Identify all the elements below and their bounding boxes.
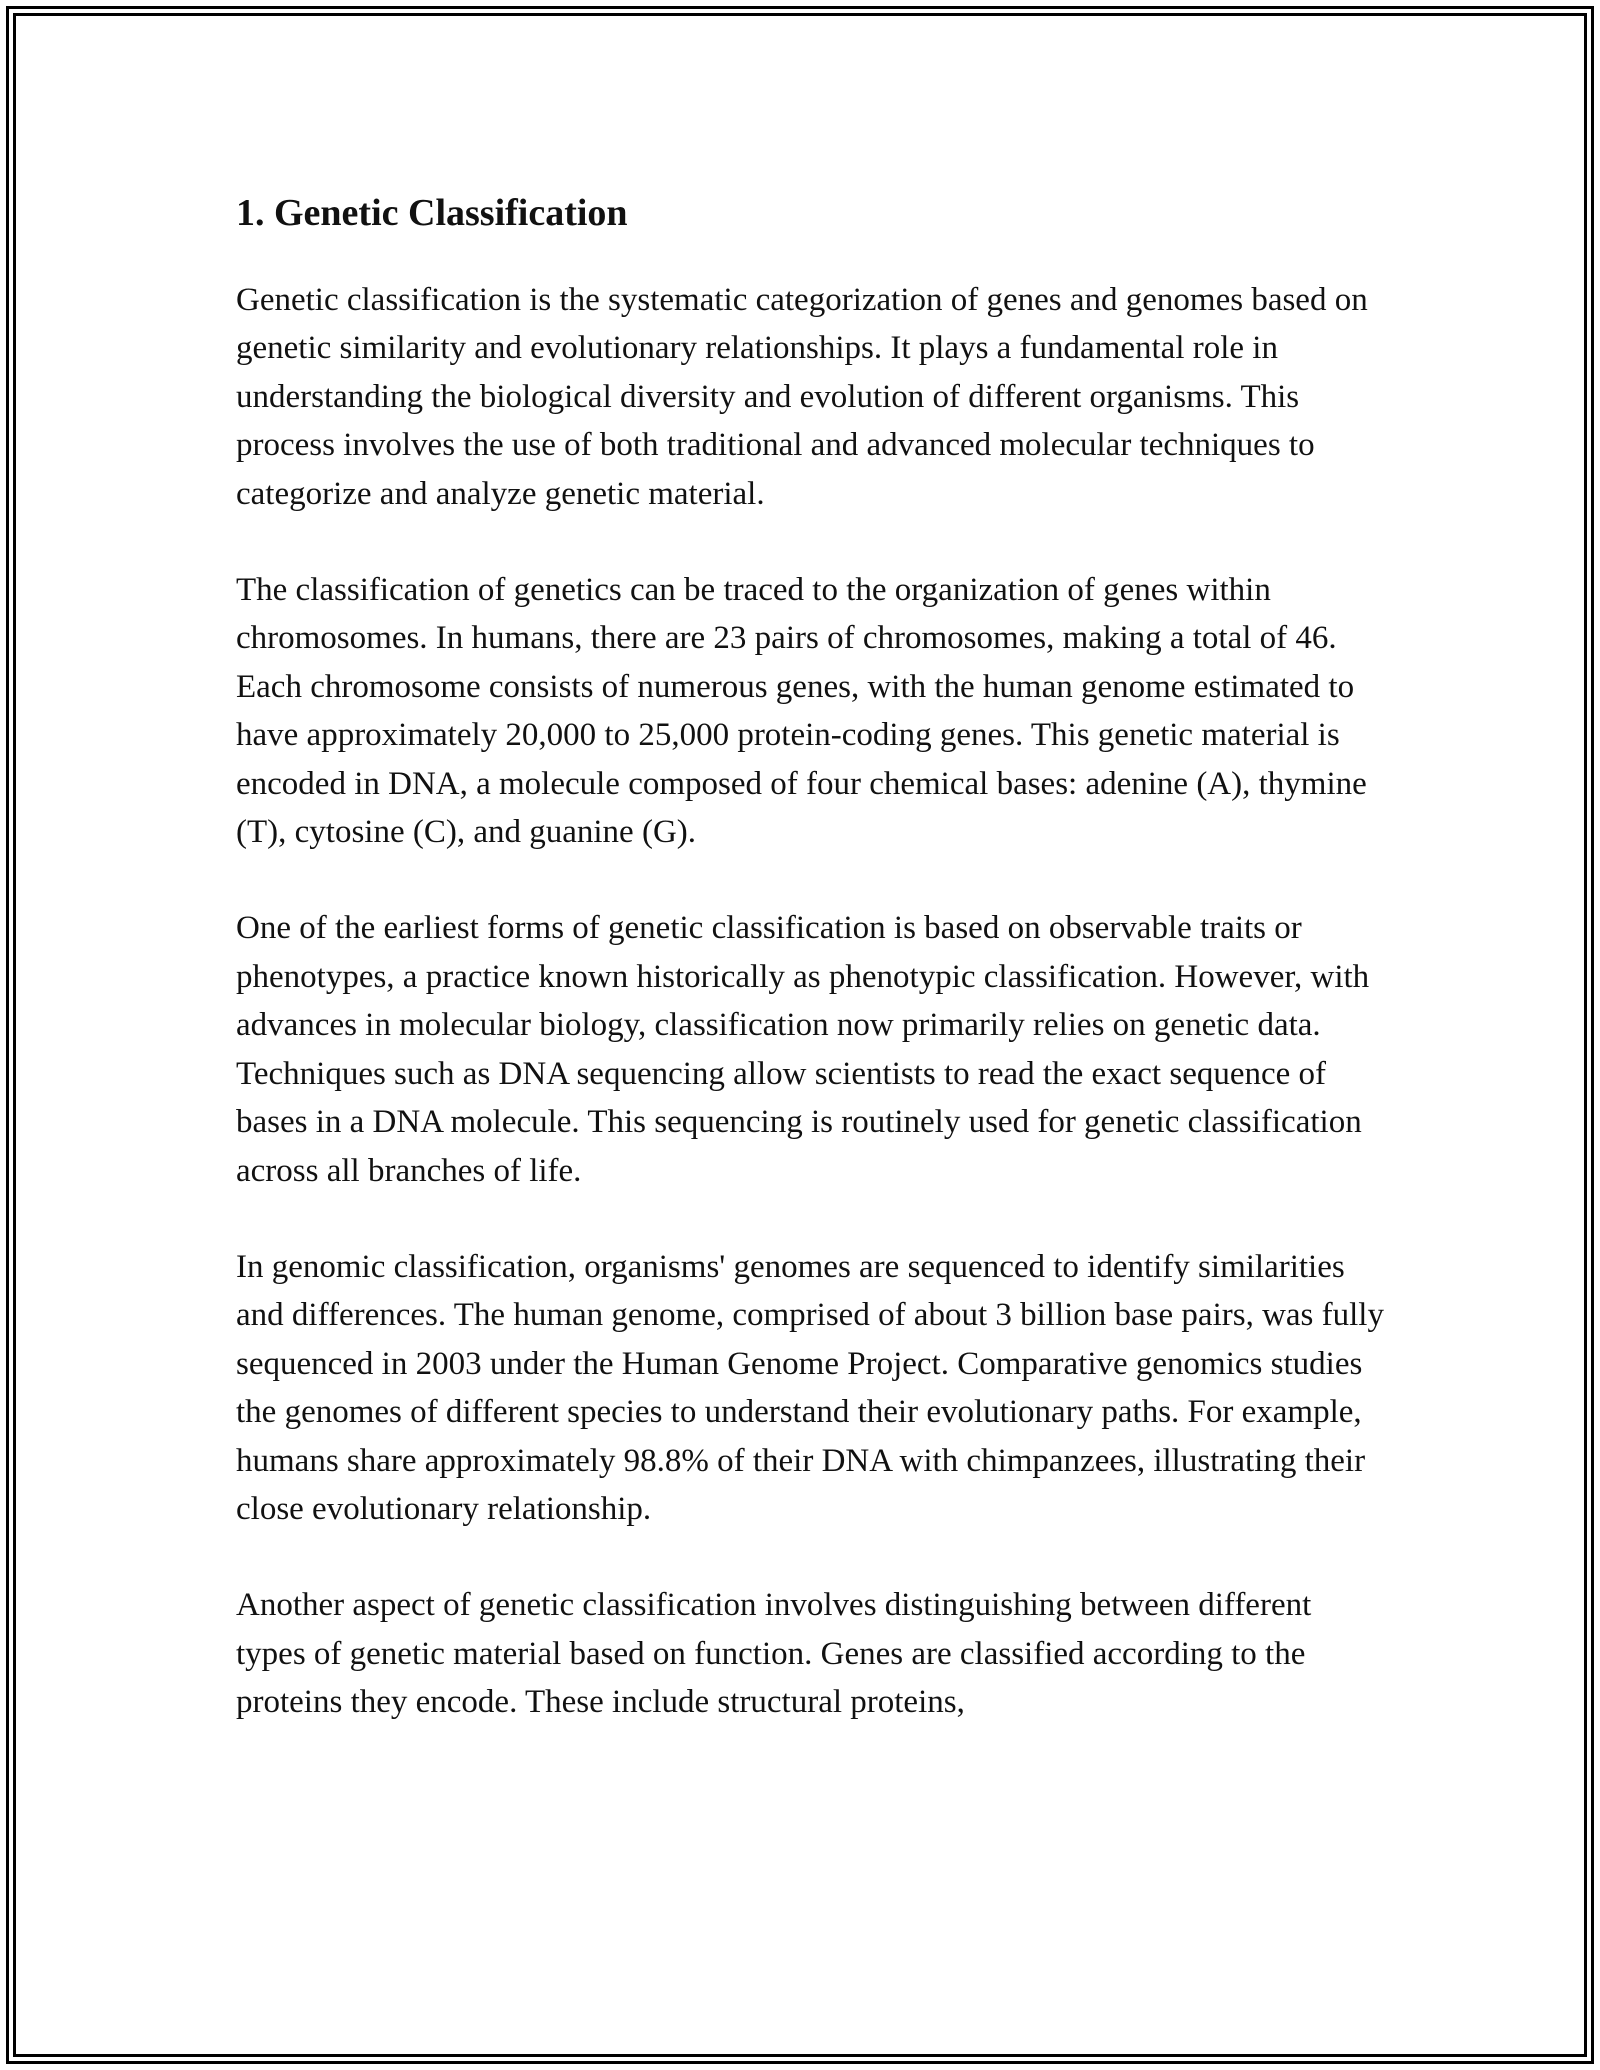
section-heading: 1. Genetic Classification (236, 192, 628, 234)
paragraph-genomic: In genomic classification, organisms' genomes are sequenced to identify similarities and differences. The human genome, comprised of about 3 billion base pairs, was fully sequenced in 2003 under the Human Genome Project. Comparative genomics studies the genomes of different species to understand their evolutionary paths. For example, humans share approximately 98.8% of their DNA with chimpanzees, illustrating their close evolutionary relationship. (236, 1248, 1384, 1527)
paragraph-chromosomes: The classification of genetics can be traced to the organization of genes within chromosomes. In humans, there are 23 pairs of chromosomes, making a total of 46. Each chromosome consists of numerous genes, with the human genome estimated to have approximately 20,000 to 25,000 protein-coding genes. This genetic material is encoded in DNA, a molecule composed of four chemical bases: adenine (A), thymine (T), cytosine (C), and guanine (G). (236, 572, 1367, 851)
paragraph-phenotypic: One of the earliest forms of genetic classification is based on observable traits or phenotypes, a practice known historically as phenotypic classification. However, with advances in molecular biology, classification now primarily relies on genetic data. Techniques such as DNA sequencing allow scientists to read the exact sequence of bases in a DNA molecule. This sequencing is routinely used for genetic classification across all branches of life. (236, 910, 1370, 1189)
document-body (236, 188, 1386, 1775)
paragraph-function: Another aspect of genetic classification involves distinguishing between different types of genetic material based on function. Genes are classified according to the proteins they encode. These include structural proteins, (236, 1587, 1312, 1721)
paragraph-intro: Genetic classification is the systematic categorization of genes and genomes based on genetic similarity and evolutionary relationships. It plays a fundamental role in understanding the biological diversity and evolution of different organisms. This process involves the use of both traditional and advanced molecular techniques to categorize and analyze genetic material. (236, 282, 1368, 512)
